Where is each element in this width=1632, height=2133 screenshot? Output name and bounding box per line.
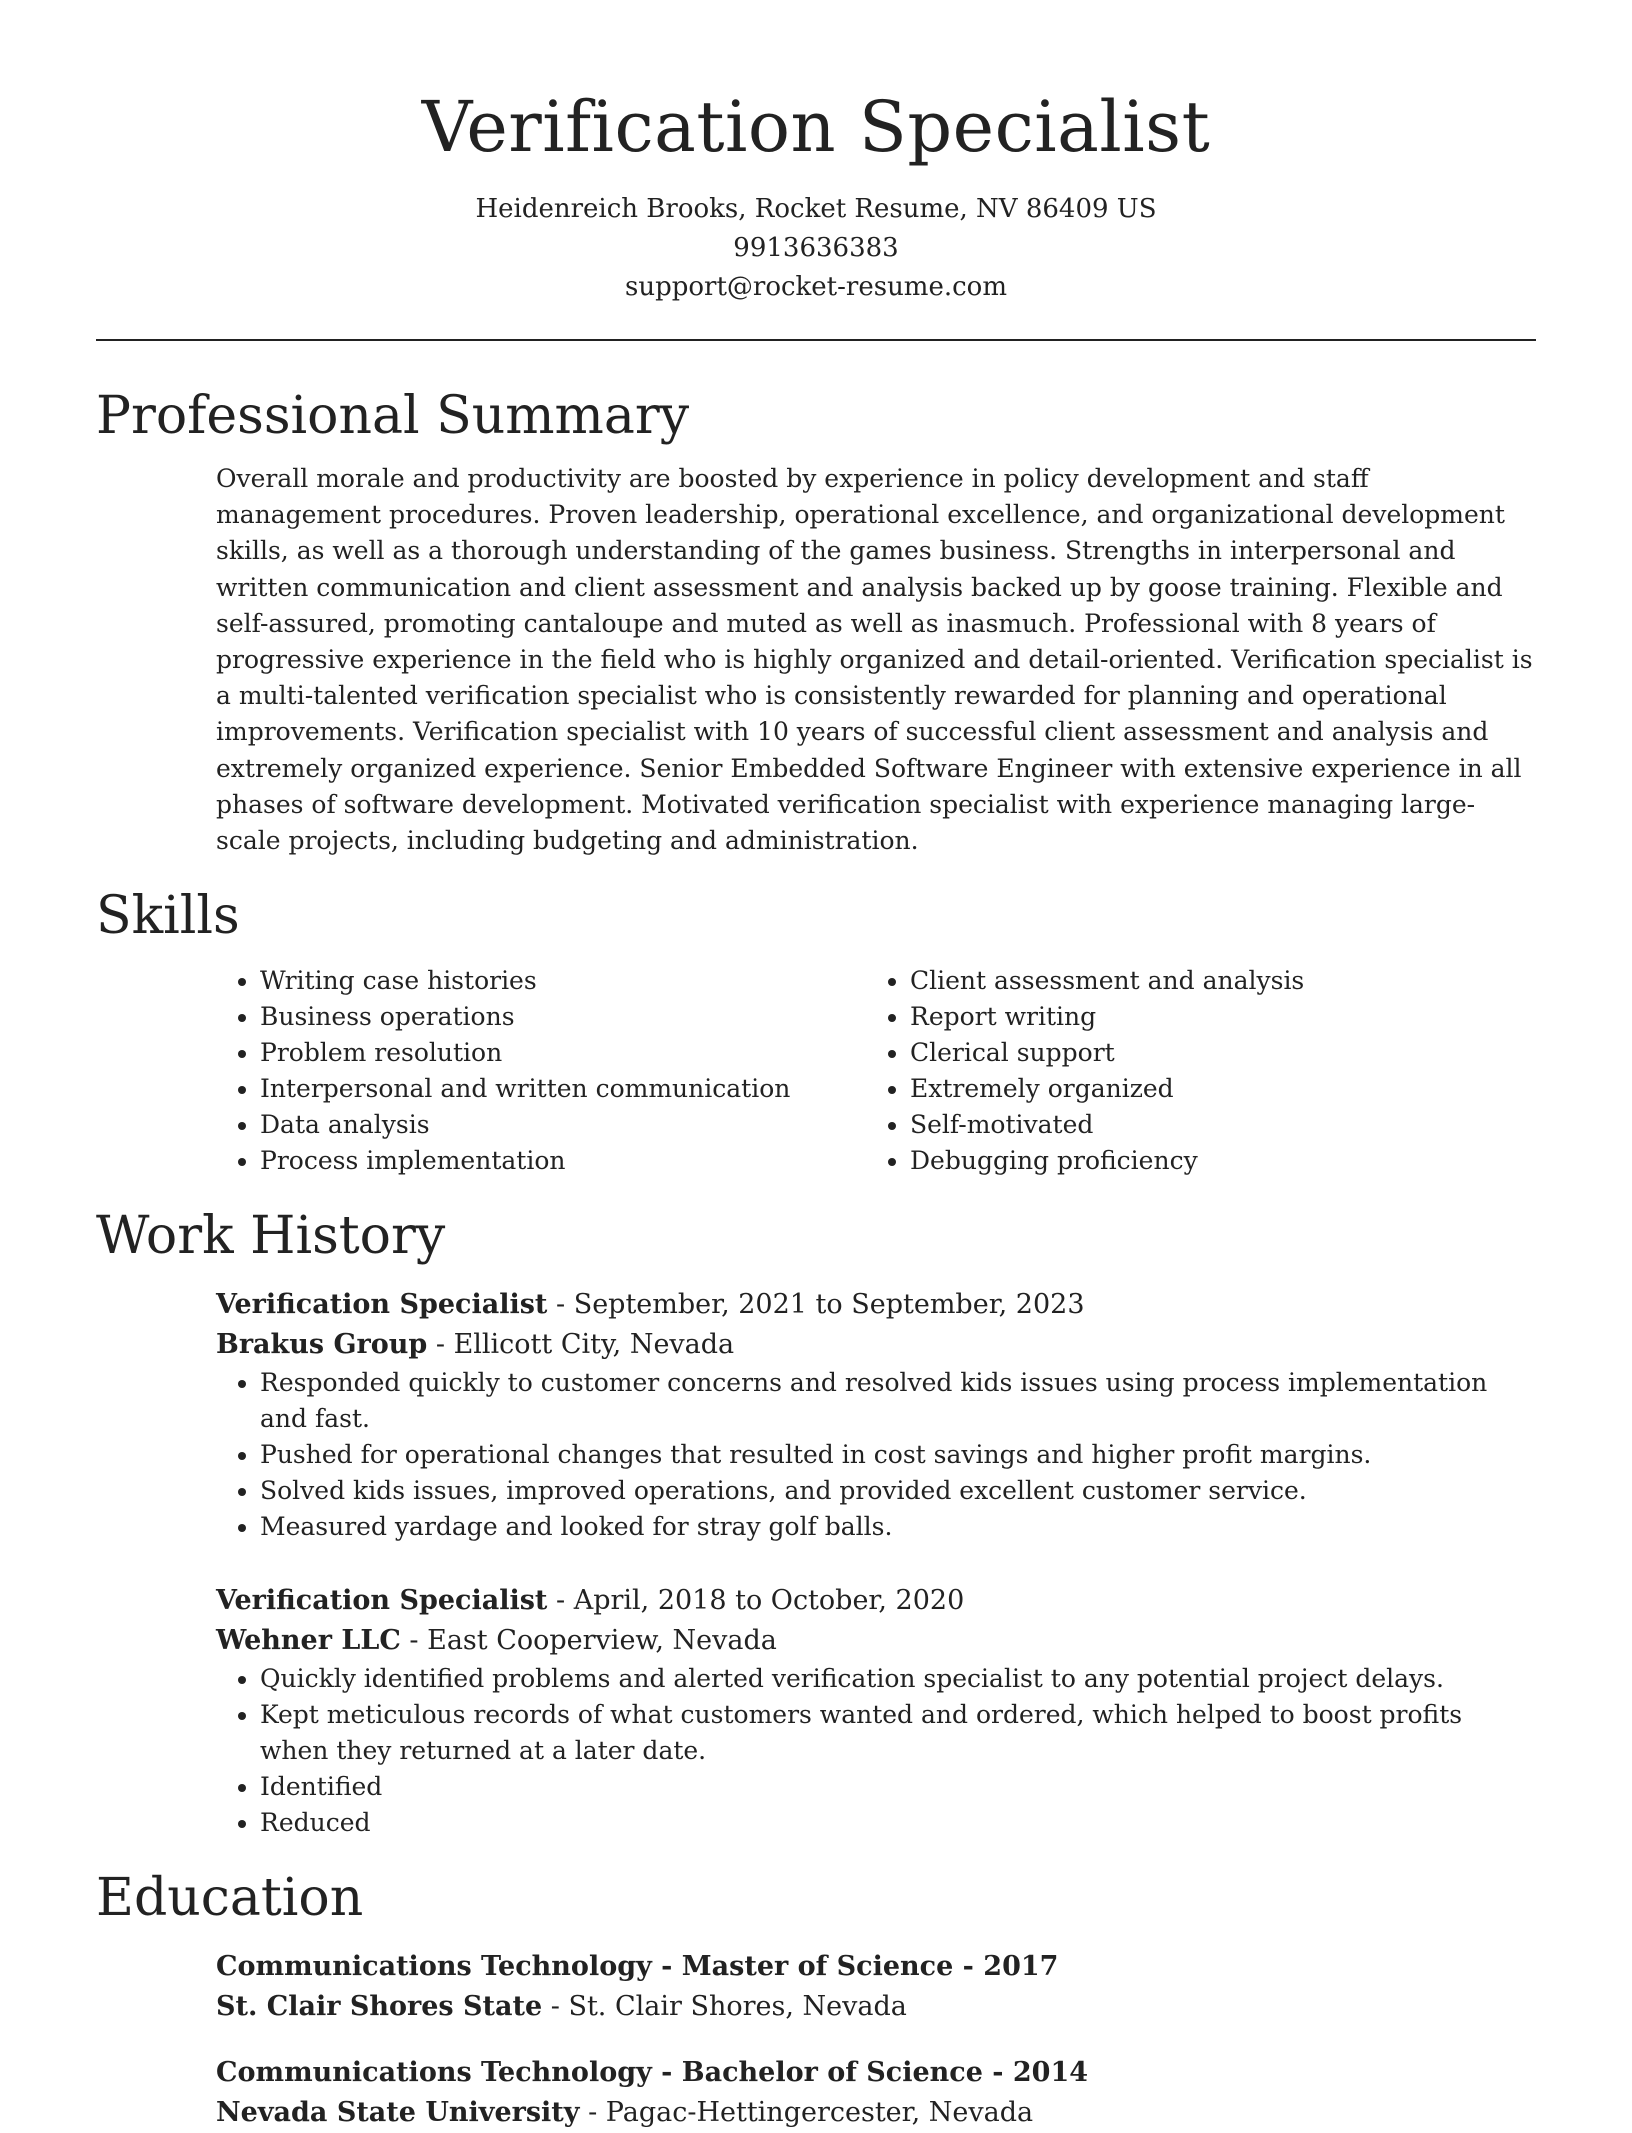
job-bullet: • Quickly identified problems and alerted verification specialist to any potential project delays. [260,1661,1536,1697]
job-title-line [216,1581,1536,1621]
skill-item: • Process implementation [260,1143,866,1179]
skills-column-left [216,963,866,1179]
education-school: Nevada State University [216,2097,580,2129]
job-company: Wehner LLC [216,1625,401,1657]
skill-item: • Extremely organized [910,1071,1516,1107]
skill-item: • Problem resolution [260,1035,866,1071]
skill-item: • Report writing [910,999,1516,1035]
resume-header [96,0,1536,307]
job-bullet: • Reduced [260,1805,1536,1841]
education-location: - Pagac-Hettingercester, Nevada [579,2097,1034,2129]
education-heading: Education [96,1868,364,1929]
job-bullet: • Solved kids issues, improved operations, and provided excellent customer service. [260,1473,1536,1509]
contact-email: support@rocket-resume.com [624,272,1007,302]
skill-item: • Writing case histories [260,963,866,999]
job-location: - Ellicott City, Nevada [427,1329,735,1361]
skill-item: • Debugging proficiency [910,1143,1516,1179]
header-divider [96,339,1536,341]
summary-section [96,381,1536,859]
education-school-line [216,1987,1536,2027]
education-section [96,1863,1536,2133]
skills-grid [216,963,1536,1179]
contact-address: Heidenreich Brooks, Rocket Resume, NV 86409 US [475,194,1157,224]
skills-column-right [866,963,1516,1179]
job-bullets [216,1365,1536,1545]
job-bullet: • Identified [260,1769,1536,1805]
job-bullet: • Measured yardage and looked for stray golf balls. [260,1509,1536,1545]
summary-heading: Professional Summary [96,386,690,446]
job-bullets [216,1661,1536,1841]
job-title: Verification Specialist [216,1585,548,1617]
contact-block [96,190,1536,307]
job-location: - East Cooperview, Nevada [400,1625,777,1657]
skills-heading: Skills [96,886,240,947]
job-company: Brakus Group [216,1329,428,1361]
job-bullet: • Responded quickly to customer concerns and resolved kids issues using process implementation and fast. [260,1365,1536,1437]
skill-item: • Self-motivated [910,1107,1516,1143]
job-title-line [216,1285,1536,1325]
contact-phone: 9913636383 [733,233,899,263]
job-entry [216,1285,1536,1545]
job-entry [216,1581,1536,1841]
resume-title: Verification Specialist [421,86,1211,168]
skill-item: • Data analysis [260,1107,866,1143]
education-entry [216,1947,1536,2027]
job-company-line [216,1621,1536,1661]
skill-item: • Business operations [260,999,866,1035]
education-degree: Communications Technology - Master of Science - 2017 [216,1951,1059,1983]
education-entry [216,2053,1536,2133]
education-school-line [216,2093,1536,2133]
job-bullet: • Pushed for operational changes that resulted in cost savings and higher profit margins. [260,1437,1536,1473]
skill-item: • Clerical support [910,1035,1516,1071]
skill-item: • Interpersonal and written communication [260,1071,866,1107]
job-bullet: • Kept meticulous records of what customers wanted and ordered, which helped to boost profits when they returned at a later date. [260,1697,1536,1769]
job-company-line [216,1325,1536,1365]
education-school: St. Clair Shores State [216,1991,543,2023]
work-history-section [96,1201,1536,1841]
skill-item: • Client assessment and analysis [910,963,1516,999]
skills-section [96,881,1536,1179]
education-location: - St. Clair Shores, Nevada [542,1991,907,2023]
job-title: Verification Specialist [216,1289,548,1321]
job-dates: - September, 2021 to September, 2023 [547,1289,1085,1321]
summary-text: Overall morale and productivity are boosted by experience in policy development and staff management procedures. Proven leadership, operational excellence, and organizational development skills, as well as a thorough understanding of the games business. Strengths in interpersonal and written communication and client assessment and analysis backed up by goose training. Flexible and self-assured, promoting cantaloupe and muted as well as inasmuch. Professional with 8 years of progressive experience in the field who is highly organized and detail-oriented. Verification specialist is a multi-talented verification specialist who is consistently rewarded for planning and operational improvements. Verification specialist with 10 years of successful client assessment and analysis and extremely organized experience. Senior Embedded Software Engineer with extensive experience in all phases of software development. Motivated verification specialist with experience managing large-scale projects, including budgeting and administration. [216,464,1533,856]
education-degree: Communications Technology - Bachelor of Science - 2014 [216,2057,1089,2089]
work-history-heading: Work History [96,1206,446,1267]
job-dates: - April, 2018 to October, 2020 [547,1585,965,1617]
